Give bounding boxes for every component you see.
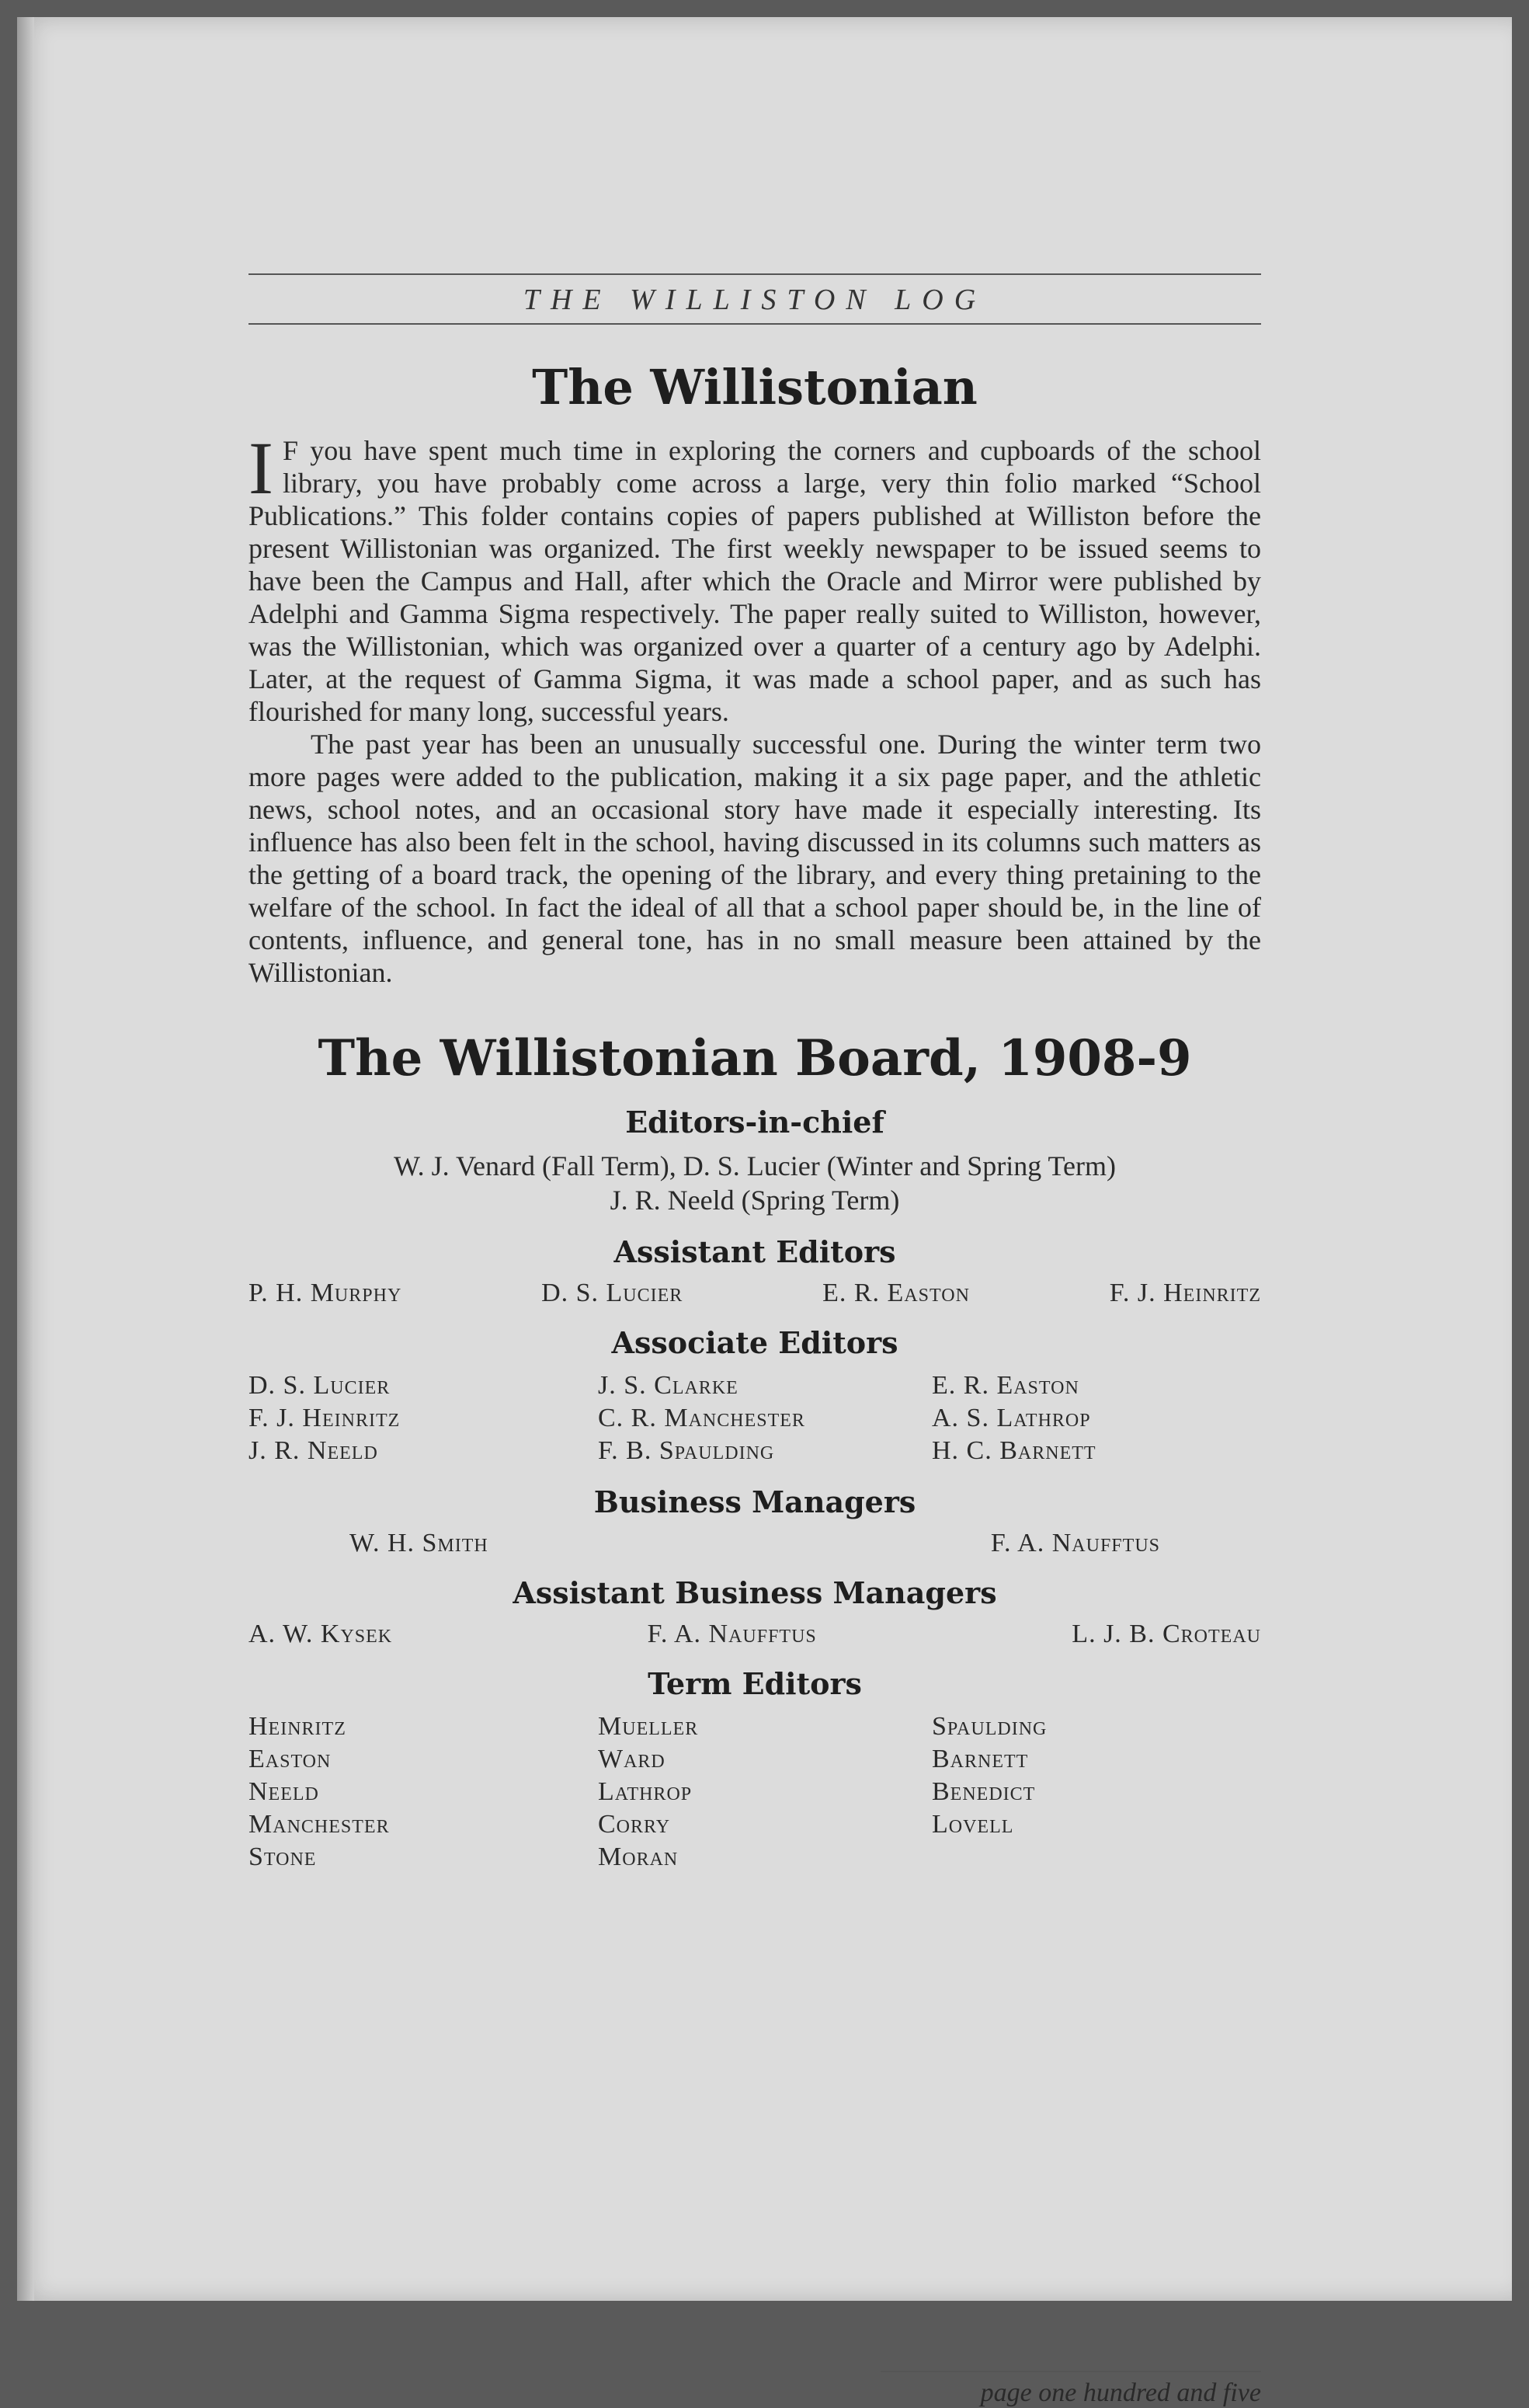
associate-editor: J. R. Neeld (248, 1436, 378, 1465)
assistant-business-manager: A. W. Kysek (248, 1620, 393, 1648)
page-content (248, 273, 1261, 2407)
editors-in-chief-line-2: J. R. Neeld (Spring Term) (610, 1185, 900, 1216)
term-editor: Heinritz (248, 1712, 346, 1741)
editors-in-chief-line-1: W. J. Venard (Fall Term), D. S. Lucier (Winter and Spring Term) (394, 1150, 1116, 1181)
assistant-editor: P. H. Murphy (248, 1279, 402, 1307)
assistant-business-managers-section (248, 1575, 1261, 1649)
business-managers-list (248, 1529, 1261, 1558)
term-editors-heading: Term Editors (648, 1666, 862, 1701)
assistant-business-manager: L. J. B. Croteau (1072, 1620, 1261, 1648)
running-head: THE WILLISTON LOG (523, 284, 987, 316)
book-spine-shadow (17, 17, 34, 2301)
term-editor-empty (932, 1841, 1261, 1874)
page (17, 17, 1512, 2407)
assistant-editor: E. R. Easton (822, 1279, 970, 1307)
associate-editors-section (248, 1325, 1261, 1467)
running-head-rule-bottom (248, 323, 1261, 325)
term-editor: Moran (598, 1843, 679, 1871)
term-editor: Stone (248, 1843, 317, 1871)
business-managers-heading: Business Managers (593, 1484, 916, 1519)
business-managers-section (248, 1484, 1261, 1558)
drop-cap: I (248, 426, 273, 510)
assistant-editors-list (248, 1279, 1261, 1308)
associate-editor: D. S. Lucier (248, 1371, 391, 1400)
term-editor: Mueller (598, 1712, 699, 1741)
associate-editors-heading: Associate Editors (611, 1325, 898, 1360)
paragraph-1 (248, 426, 1261, 728)
page-folio: page one hundred and five (881, 2371, 1261, 2408)
associate-editor: C. R. Manchester (598, 1404, 805, 1432)
paragraph-1-text: F you have spent much time in exploring the corners and cupboards of the school library, you have probably come across a large, very thin folio marked “School Publications.” This folder contains copies of papers published at Williston before the present Willistonian was organized. The first weekly newspaper to be issued seems to have been the Campus and Hall, after which the Oracle and Mirror were published by Adelphi and Gamma Sigma respectively. The paper really suited to Williston, however, was the Willistonian, which was organized over a quarter of a century ago by Adelphi. Later, at the request of Gamma Sigma, it was made a school paper, and as such has flourished for many long, successful years. (248, 435, 1261, 727)
assistant-editor: F. J. Heinritz (1109, 1279, 1261, 1307)
board-title: The Willistonian Board, 1908-9 (318, 1029, 1192, 1087)
term-editor: Lathrop (598, 1777, 693, 1806)
associate-editor: F. J. Heinritz (248, 1404, 401, 1432)
term-editors-section (248, 1666, 1261, 1874)
assistant-editor: D. S. Lucier (541, 1279, 683, 1307)
term-editor: Spaulding (932, 1712, 1048, 1741)
business-manager: F. A. Naufftus (990, 1529, 1160, 1557)
associate-editor: H. C. Barnett (932, 1436, 1096, 1465)
term-editor: Ward (598, 1745, 665, 1773)
term-editor: Neeld (248, 1777, 319, 1806)
assistant-business-managers-list (248, 1620, 1261, 1649)
term-editor: Easton (248, 1745, 332, 1773)
associate-editor: A. S. Lathrop (932, 1404, 1091, 1432)
editors-in-chief-section (248, 1105, 1261, 1217)
associate-editors-grid (248, 1369, 1261, 1467)
associate-editor: E. R. Easton (932, 1371, 1079, 1400)
paragraph-2: The past year has been an unusually successful one. During the winter term two more pages were added to the publication, making it a six page paper, and the athletic news, school notes, and an occasional story have made it especially interesting. Its influence has also been felt in the school, having discussed in its columns such matters as the getting of a board track, the opening of the library, and every thing pretaining to the welfare of the school. In fact the ideal of all that a school paper should be, in the line of contents, influence, and general tone, has in no small measure been attained by the Willistonian. (248, 729, 1261, 988)
term-editor: Lovell (932, 1810, 1014, 1839)
associate-editor: J. S. Clarke (598, 1371, 738, 1400)
assistant-business-managers-heading: Assistant Business Managers (513, 1575, 997, 1610)
term-editors-grid (248, 1710, 1261, 1874)
assistant-business-manager: F. A. Naufftus (647, 1620, 817, 1648)
term-editor: Manchester (248, 1810, 390, 1839)
business-manager: W. H. Smith (349, 1529, 488, 1557)
term-editor: Corry (598, 1810, 671, 1839)
article-body (248, 426, 1261, 989)
term-editor: Benedict (932, 1777, 1036, 1806)
assistant-editors-heading: Assistant Editors (613, 1234, 896, 1269)
term-editor: Barnett (932, 1745, 1029, 1773)
article-title: The Willistonian (532, 359, 978, 416)
associate-editor: F. B. Spaulding (598, 1436, 775, 1465)
assistant-editors-section (248, 1234, 1261, 1308)
editors-in-chief-heading: Editors-in-chief (625, 1105, 884, 1140)
